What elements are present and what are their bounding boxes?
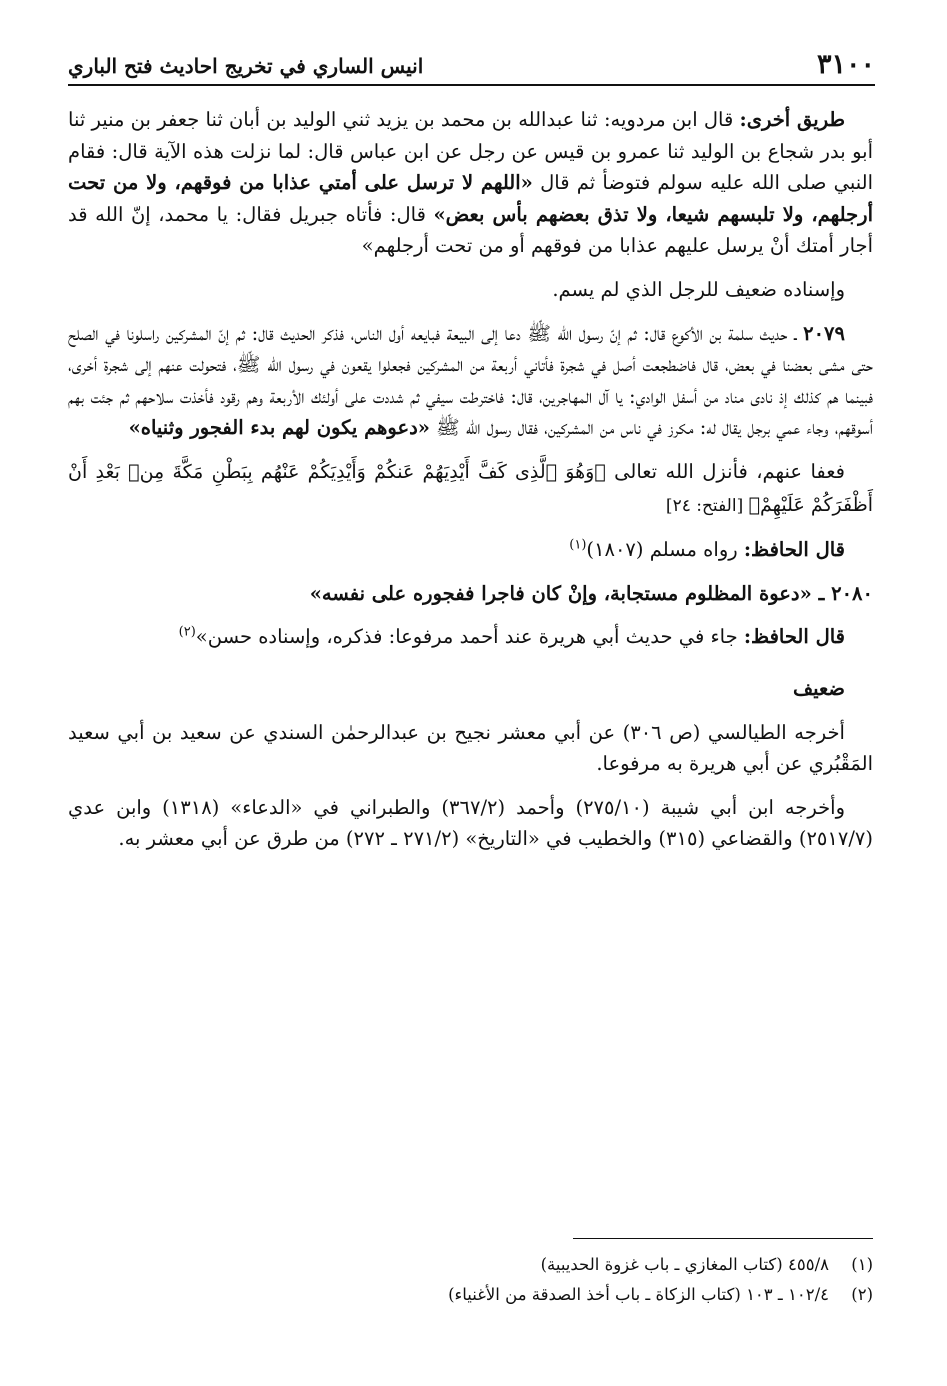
paragraph-hafiz-1 — [68, 534, 873, 566]
paragraph-text: قال ابن مردويه: ثنا عبدالله بن محمد بن يزيد ثني الوليد بن أبان ثنا جعفر بن منير ثنا أبو بدر شجاع بن الوليد ثنا عمرو بن قيس عن رجل عن ابن عباس قال: لما نزلت هذه الآية قال: فقام النبي صلى الله عليه سولم فتوضأ ثم قال — [68, 108, 873, 195]
running-title: انيس الساري في تخريج احاديث فتح الباري — [68, 54, 424, 78]
paragraph-alternate-route — [68, 104, 873, 262]
page-number: ٣١٠٠ — [816, 49, 875, 80]
paragraph-text: رواه مسلم (١٨٠٧) — [586, 538, 744, 562]
hadith-2079 — [68, 318, 873, 444]
grading-heading: ضعيف — [792, 676, 845, 700]
section-label: طريق أخرى: — [739, 108, 845, 131]
paragraph-takhrij-1: أخرجه الطيالسي (ص ٣٠٦) عن أبي معشر نجيح بن عبدالرحمٰن السندي عن سعيد بن أبي سعيد المَقْبُري عن أبي هريرة به مرفوعا. — [68, 720, 873, 776]
hadith-number: ٢٠٧٩ — [803, 321, 845, 345]
footnote-text: ١٠٢/٤ ـ ١٠٣ (كتاب الزكاة ـ باب أخذ الصدقة من الأغنياء) — [448, 1285, 829, 1304]
hadith-quote: ـ «دعوة المظلوم مستجابة، وإنْ كان فاجرا ففجوره على نفسه» — [309, 581, 832, 605]
footnote-text: ٤٥٥/٨ (كتاب المغازي ـ باب غزوة الحديبية) — [540, 1255, 829, 1274]
footnote-marker[interactable]: (٢) — [178, 624, 196, 640]
page-header — [68, 40, 875, 86]
hadith-2080 — [68, 578, 873, 610]
paragraph-text: جاء في حديث أبي هريرة عند أحمد مرفوعا: فذكره، وإسناده حسن» — [195, 625, 744, 649]
paragraph-isnad-note: وإسناده ضعيف للرجل الذي لم يسم. — [552, 277, 845, 301]
footnotes — [68, 1250, 873, 1310]
hafiz-label: قال الحافظ: — [743, 625, 845, 649]
hadith-number: ٢٠٨٠ — [831, 581, 873, 605]
hadith-quote: «دعوهم يكون لهم بدء الفجور وثنياه» — [128, 416, 430, 440]
paragraph-quran-verse — [68, 456, 873, 522]
main-text — [68, 104, 873, 867]
footnote-number: (٢) — [851, 1285, 873, 1304]
footnote-item — [68, 1280, 873, 1310]
paragraph-text: فعفا عنهم، فأنزل الله تعالى — [605, 459, 845, 483]
paragraph-text: قال: فأتاه جبريل فقال: يا محمد، إنّ الله قد أجار أمتك أنْ يرسل عليهم عذابا من فوقهم أو من تحت أرجلهم» — [68, 202, 873, 258]
hafiz-label: قال الحافظ: — [743, 538, 845, 562]
paragraph-takhrij-2: وأخرجه ابن أبي شيبة (٢٧٥/١٠) وأحمد (٣٦٧/٢) والطبراني في «الدعاء» (١٣١٨) وابن عدي (٢٥١٧/٧) والقضاعي (٣١٥) والخطيب في «التاريخ» (٢٧١/٢ ـ ٢٧٢) من طرق عن أبي معشر به. — [68, 795, 873, 851]
paragraph-text: ـ حديث سلمة بن الأكوع قال: ثم إنّ رسول الله ﷺ دعا إلى البيعة فبايعه أول الناس، فذكر الحديث قال: ثم إنّ المشركين راسلونا في الصلح حتى مشى بعضنا في بعض، قال فاضطجعت أصل في شجرة فأتاني أربعة من المشركين فجعلوا يقعون في رسول الله ﷺ، فتحولت عنهم إلى شجرة أخرى، فبينما هم كذلك إذ نادى مناد من أسفل الوادي: يا آل المهاجرين، قال: فاخترطت سيفي ثم شددت على أولئك الأربعة وهم رقود فأخذت سلاحهم ثم جئت بهم أسوقهم، وجاء عمي برجل يقال له: مكرز في ناس من المشركين، فقال رسول الله ﷺ — [68, 321, 873, 440]
hadith-quote: «اللهم لا ترسل على أمتي عذابا من فوقهم، ولا من تحت أرجلهم، ولا تلبسهم شيعا، ولا تذق بعضهم بأس بعض» — [68, 171, 873, 226]
footnote-marker[interactable]: (١) — [569, 537, 587, 553]
paragraph-hafiz-2 — [68, 621, 873, 653]
footnote-divider — [573, 1238, 873, 1239]
footnote-item — [68, 1250, 873, 1280]
verse-reference: [الفتح: ٢٤] — [665, 495, 749, 516]
quran-verse: ﴿وَهُوَ ٱلَّذِى كَفَّ أَيْدِيَهُمْ عَنكُمْ وَأَيْدِيَكُمْ عَنْهُم بِبَطْنِ مَكَّةَ مِنۢ بَعْدِ أَنْ أَظْفَرَكُمْ عَلَيْهِمْ﴾ — [68, 460, 873, 516]
footnote-number: (١) — [851, 1255, 873, 1274]
